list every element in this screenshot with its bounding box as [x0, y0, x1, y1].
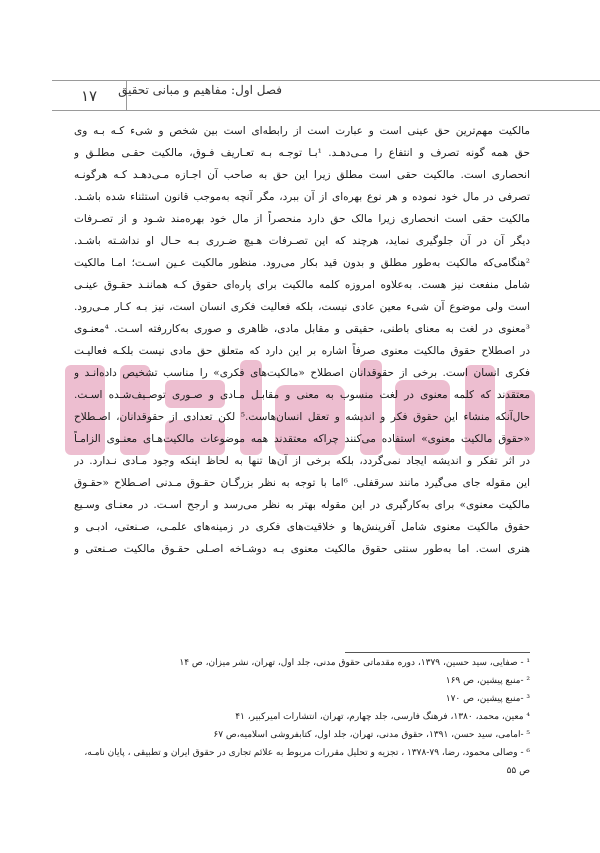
footnote: ¹ - صفایی، سید حسین، ۱۳۷۹، دوره مقدماتی حقوق مدنی، جلد اول، تهران، نشر میزان، ص ۱۴ — [179, 658, 530, 668]
body-line: این مقوله جای می‌گیرد مانند سرقفلی. ⁶اما با توجه به نظر بزرگـان حقـوق مـدنی اصـطلاح «حقـوق — [74, 477, 530, 489]
footnote: ⁶ - وصالی محمود، رضا، ۷۹-۱۳۷۸ ، تجزیه و تحلیل مقررات مربوط به علائم تجاری در حقوق ایران و تطبیقی ، پایان نامـه، — [84, 748, 530, 758]
body-line: ²هنگامی‌که مالکیت به‌طور مطلق و بدون قید بکار می‌رود. منظور مالکیت عـین اسـت؛ امـا مالکیت — [74, 257, 530, 269]
chapter-title: فصل اول: مفاهیم و مبانی تحقیق — [118, 83, 282, 97]
footnote: ² -منبع پیشین، ص ۱۶۹ — [445, 676, 530, 686]
footnote: ³ -منبع پیشین، ص ۱۷۰ — [445, 694, 530, 704]
page-header — [0, 72, 600, 114]
body-line: مالکیت حقی است انحصاری زیرا مالک حق دارد منحصراً از مال خود بهره‌مند شـود و از تصـرفات — [74, 213, 530, 225]
body-line: مالکیت مهم‌ترین حق عینی است و عبارت است از رابطه‌ای است بین شخص و شیء کـه بـه وی — [74, 125, 530, 137]
footnote: ⁴ معین، محمد، ۱۳۸۰، فرهنگ فارسی، جلد چهارم، تهران، انتشارات امیرکبیر، ۴۱ — [235, 712, 530, 722]
header-bottom-rule — [52, 110, 600, 111]
body-line: در اصطلاح حقوق مالکیت معنوی صرفاً اشاره بر این دارد که متعلق حق مادی نیست بلکـه فعالیـت — [74, 345, 530, 357]
body-line: دیگر آن در آن جلوگیری نماید، هرچند که این تصـرفات هـیچ ضـرری بـه حـال او نداشـته باشـد. — [74, 235, 530, 247]
footnote: ⁵ -امامی، سید حسن، ۱۳۹۱، حقوق مدنی، تهران، جلد اول، کتابفروشی اسلامیه،ص ۶۷ — [213, 730, 530, 740]
body-line: حق همه گونه تصرف و انتفاع را مـی‌دهـد. ¹بـا توجـه بـه تعـاریف فـوق، مالکیت حقـی مطلـق و — [74, 147, 530, 159]
body-line: تصرفی در مال خود نموده و هر نوع بهره‌ای از آن ببرد، مگر آنچه به‌موجب قانون استثناء شده باشـد. — [74, 191, 530, 203]
body-line: حقوق مالکیت معنوی شامل آفرینش‌ها و خلاقیت‌های فکری در زمینه‌های علمـی، صـنعتی، ادبـی و — [74, 521, 530, 533]
body-line: شامل منفعت نیز هست. به‌علاوه امروزه کلمه مالکیت برای پاره‌ای حقوق کـه هماننـد حقـوق عینـی — [74, 279, 530, 291]
page-number: ۱۷ — [52, 80, 127, 111]
body-line: هنری است. اما به‌طور سنتی حقوق مالکیت معنوی بـه دوشـاخه اصـلی حقـوق مالکیت صـنعتی و — [74, 543, 530, 555]
header-top-rule — [52, 80, 600, 81]
footnotes — [74, 654, 530, 780]
body-line: مالکیت معنوی» برای به‌کارگیری در این مقوله بهتر به نظر می‌رسد و ارجح اسـت. در معنـای وسـیع — [74, 499, 530, 511]
body-line: است ولی موضوع آن شیء معین عادی نیست، بلکه فعالیت فکری انسان است، نیز بـه کـار مـی‌رود. — [74, 301, 530, 313]
body-line: انحصاری است. مالکیت حقی است مطلق زیرا این حق به صاحب آن اجـازه مـی‌دهـد کـه هرگونـه — [74, 169, 530, 181]
body-text — [74, 120, 530, 560]
body-line: «حقوق مالکیت معنوی» استفاده می‌کنند چراکه معتقدند همه موضوعات مالکیت‌هـای معنـوی الزامـاً — [74, 433, 530, 445]
body-line: در اثر تفکر و اندیشه ایجاد نمی‌گردد، بلکه برخی از آن‌ها تنها به لحاظ اینکه وجود مـادی نـدارد. در — [74, 455, 530, 467]
body-line: حال‌آنکه منشاء این حقوق فکر و اندیشه و تعقل انسان‌هاست.⁵ لکن تعدادی از حقوقدانان، اصـطلاح — [74, 411, 530, 423]
footnote-separator — [345, 652, 530, 653]
body-line: معتقدند که کلمه معنوی در لغت منسوب به معنی و مقابـل مـادی و صـوری توصـیف‌شـده اسـت. — [74, 389, 530, 401]
body-line: فکری انسان است. برخی از حقوقدانان اصطلاح «مالکیت‌های فکری» را مناسب تشخیص داده‌انـد و — [74, 367, 530, 379]
body-line: ³معنوی در لغت به معنای باطنی، حقیقی و مقابل مادی، ظاهری و صوری به‌کاررفته اسـت. ⁴معنـوی — [74, 323, 530, 335]
footnote-continuation: ص ۵۵ — [506, 766, 530, 776]
